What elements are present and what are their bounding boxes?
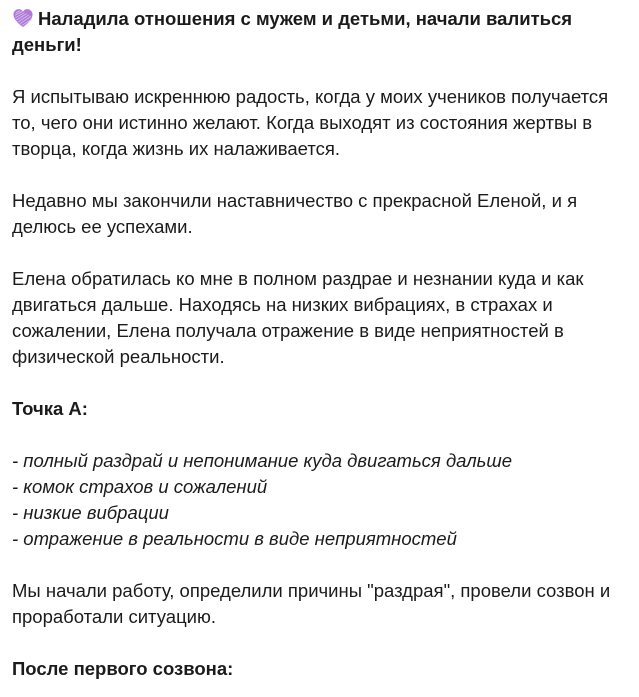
paragraph-joy: Я испытываю искреннюю радость, когда у моих учеников получается то, чего они истинно желают. Когда выходят из состояния жертвы в творца, когда жизнь их налаживается.	[12, 86, 609, 159]
post-title: Наладила отношения с мужем и детьми, начали валиться деньги!	[12, 8, 573, 55]
point-a-heading: Точка А:	[12, 398, 88, 419]
paragraph-situation: Елена обратилась ко мне в полном раздрае и незнании куда и как двигаться дальше. Находясь на низких вибрациях, в страхах и сожалении, Елена получала отражение в виде неприятностей в физической реальности.	[12, 268, 584, 367]
purple-heart-icon	[12, 8, 34, 28]
paragraph-work: Мы начали работу, определили причины "раздрая", провели созвон и проработали ситуацию.	[12, 580, 611, 627]
after-first-call-heading: После первого созвона:	[12, 658, 234, 679]
post-title-line	[12, 6, 634, 58]
list-item: - полный раздрай и непонимание куда двигаться дальше	[12, 450, 513, 471]
point-a-list	[12, 448, 634, 552]
paragraph-mentoring: Недавно мы закончили наставничество с прекрасной Еленой, и я делюсь ее успехами.	[12, 190, 578, 237]
post-message	[12, 6, 634, 682]
list-item: - комок страхов и сожалений	[12, 476, 268, 497]
list-item: - отражение в реальности в виде неприятностей	[12, 528, 457, 549]
list-item: - низкие вибрации	[12, 502, 169, 523]
